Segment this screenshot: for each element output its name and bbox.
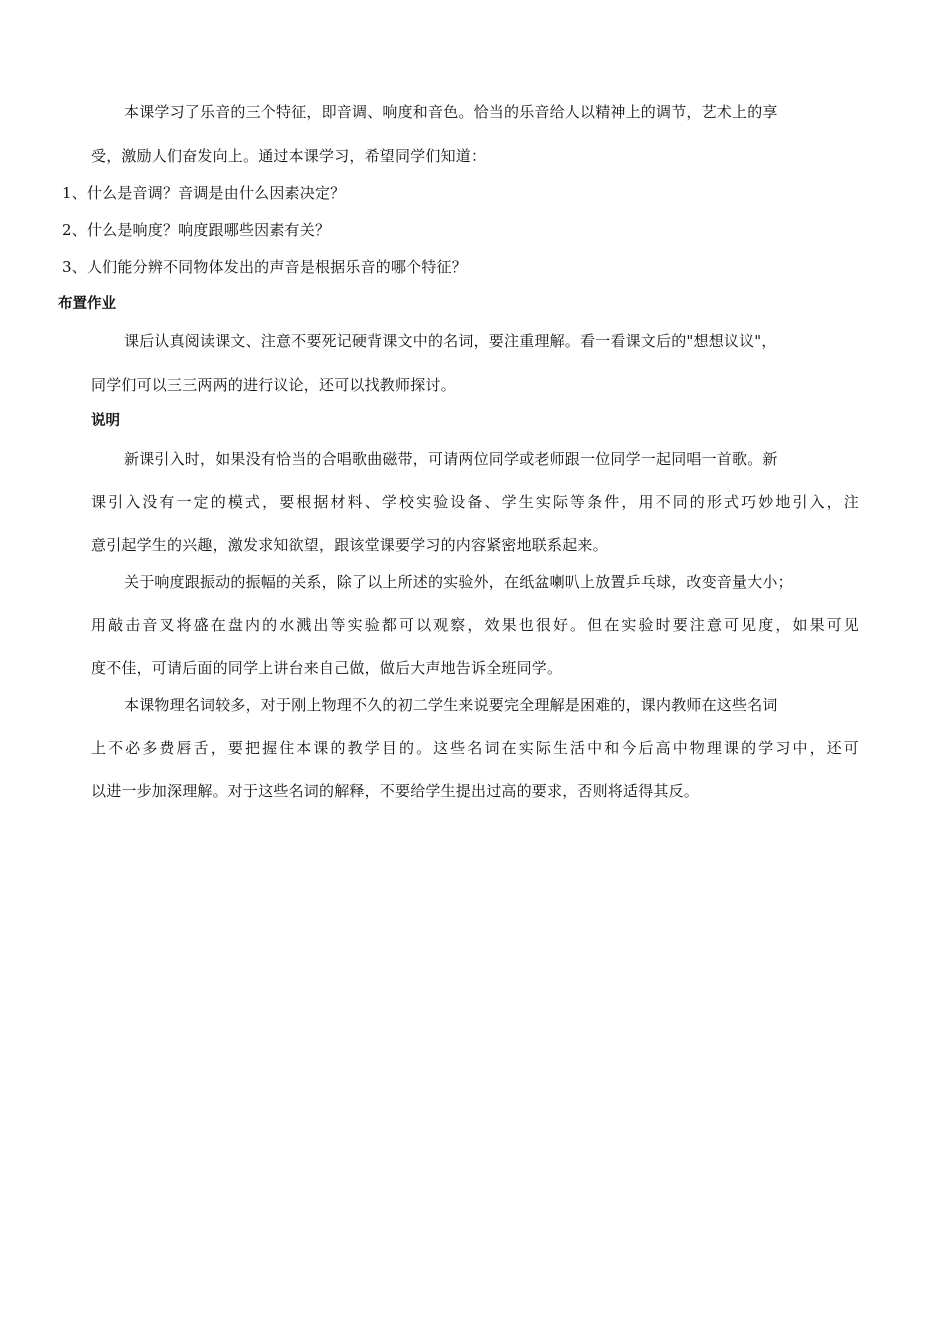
question-2: 2、什么是响度？响度跟哪些因素有关？: [62, 221, 331, 239]
notes-para3-line-3: 以进一步加深理解。对于这些名词的解释，不要给学生提出过高的要求，否则将适得其反。: [91, 782, 700, 800]
question-1: 1、什么是音调？音调是由什么因素决定？: [62, 184, 346, 202]
homework-line-1: 课后认真阅读课文、注意不要死记硬背课文中的名词，要注重理解。看一看课文后的"想想议议"，: [124, 332, 777, 350]
notes-para2-line-3: 度不佳，可请后面的同学上讲台来自己做，做后大声地告诉全班同学。: [91, 659, 563, 677]
intro-line-2: 受，激励人们奋发向上。通过本课学习，希望同学们知道：: [91, 147, 487, 165]
notes-para2-line-1: 关于响度跟振动的振幅的关系，除了以上所述的实验外，在纸盆喇叭上放置乒乓球，改变音量大小；: [124, 573, 793, 591]
notes-para1-line-1: 新课引入时，如果没有恰当的合唱歌曲磁带，可请两位同学或老师跟一位同学一起同唱一首歌。新: [124, 450, 778, 468]
notes-heading: 说明: [91, 413, 120, 429]
notes-para1-line-3: 意引起学生的兴趣，激发求知欲望，跟该堂课要学习的内容紧密地联系起来。: [91, 536, 608, 554]
question-3: 3、人们能分辨不同物体发出的声音是根据乐音的哪个特征？: [62, 258, 467, 276]
notes-para3-line-2: 上不必多费唇舌，要把握住本课的教学目的。这些名词在实际生活中和今后高中物理课的学习中，还可: [91, 739, 859, 757]
homework-line-2: 同学们可以三三两两的进行议论，还可以找教师探讨。: [91, 376, 456, 394]
intro-line-1: 本课学习了乐音的三个特征，即音调、响度和音色。恰当的乐音给人以精神上的调节，艺术上的享: [124, 103, 778, 121]
notes-para3-line-1: 本课物理名词较多，对于刚上物理不久的初二学生来说要完全理解是困难的，课内教师在这些名词: [124, 696, 778, 714]
notes-para1-line-2: 课引入没有一定的模式，要根据材料、学校实验设备、学生实际等条件，用不同的形式巧妙地引入，注: [91, 493, 859, 511]
homework-heading: 布置作业: [58, 296, 116, 312]
notes-para2-line-2: 用敲击音叉将盛在盘内的水溅出等实验都可以观察，效果也很好。但在实验时要注意可见度，如果可见: [91, 616, 859, 634]
